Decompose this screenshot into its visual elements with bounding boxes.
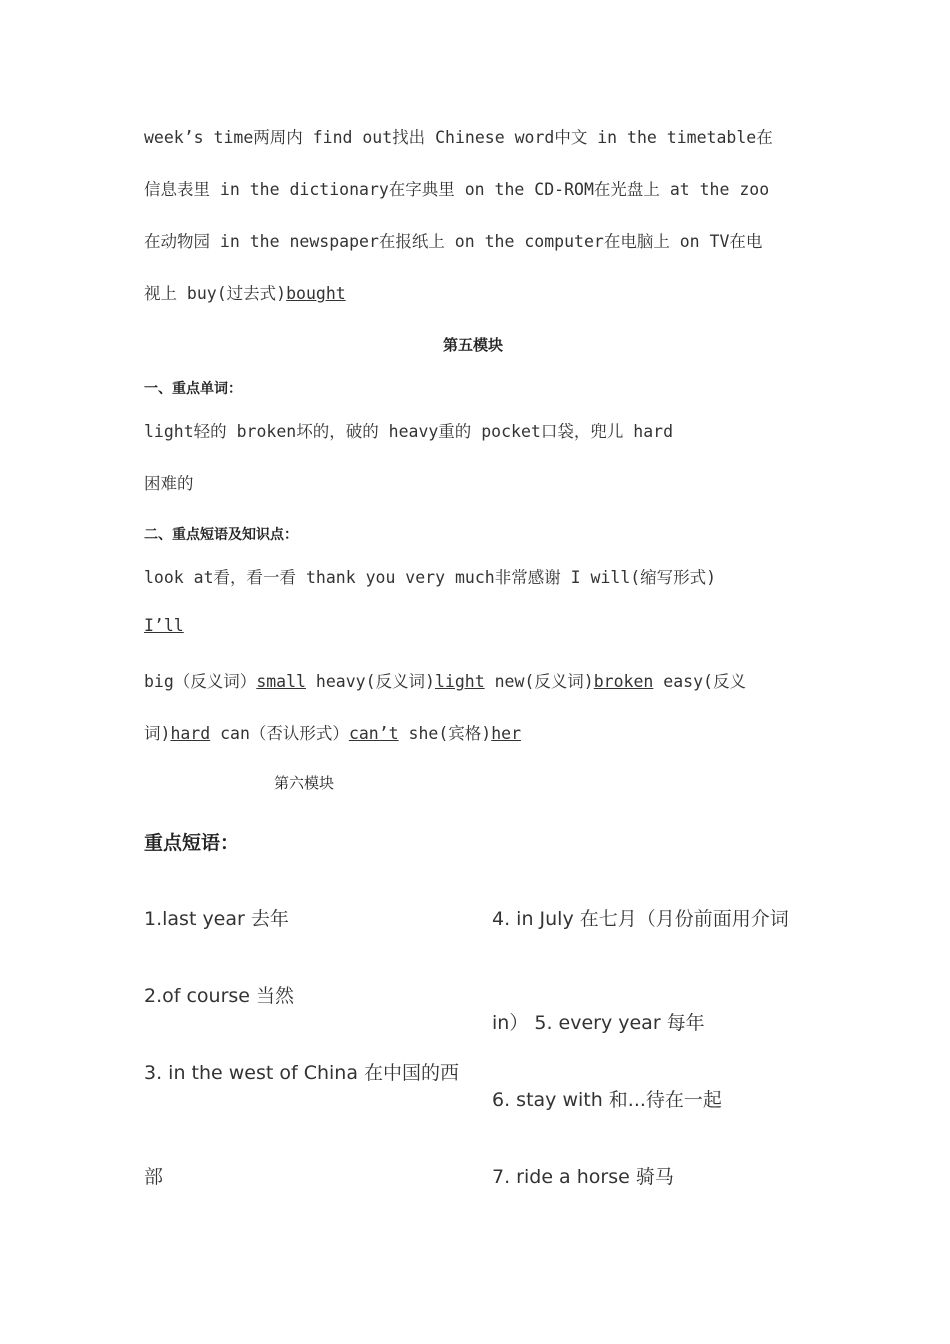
phrase-item: 1.last year 去年 [144, 908, 289, 930]
text-fragment: can（否认形式） [210, 724, 349, 743]
answer-text: I’ll [144, 616, 184, 635]
text-line [144, 668, 746, 692]
section-heading: 重点短语： [144, 832, 240, 854]
phrase-item: 4. in July 在七月（月份前面用介词 [492, 908, 789, 930]
answer-text: broken [593, 672, 654, 691]
text-line: 信息表里 in the dictionary在字典里 on the CD-ROM在光盘上 at the zoo [144, 180, 770, 199]
phrase-item: 7. ride a horse 骑马 [492, 1166, 674, 1188]
phrase-item: in） 5. every year 每年 [492, 1012, 705, 1034]
text-fragment: heavy(反义词) [305, 672, 435, 691]
section-heading: 二、重点短语及知识点： [144, 527, 298, 543]
phrase-item: 6. stay with 和...待在一起 [492, 1089, 722, 1111]
text-line [144, 280, 346, 304]
answer-text: hard [170, 724, 211, 743]
phrase-item: 2.of course 当然 [144, 985, 295, 1007]
text-fragment: new(反义词) [484, 672, 594, 691]
text-line: look at看，看一看 thank you very much非常感谢 I will(缩写形式) [144, 568, 717, 587]
text-fragment: 词) [144, 724, 171, 743]
text-fragment: she(宾格) [398, 724, 492, 743]
text-fragment: easy(反义 [653, 672, 746, 691]
section-heading: 一、重点单词： [144, 381, 242, 397]
answer-text: bought [286, 284, 346, 303]
text-fragment: big（反义词） [144, 672, 257, 691]
text-fragment: 视上 buy(过去式) [144, 284, 287, 303]
module-title: 第六模块 [274, 774, 335, 792]
answer-text: small [256, 672, 306, 691]
text-line [144, 720, 521, 744]
module-title: 第五模块 [443, 336, 504, 354]
text-line: light轻的 broken坏的，破的 heavy重的 pocket口袋，兜儿 hard [144, 422, 674, 441]
answer-text: light [434, 672, 485, 691]
text-line: 困难的 [144, 474, 194, 493]
phrase-item: 3. in the west of China 在中国的西 [144, 1062, 460, 1084]
answer-text: her [491, 724, 522, 743]
text-line: 在动物园 in the newspaper在报纸上 on the computer在电脑上 on TV在电 [144, 232, 763, 251]
answer-text: can’t [348, 724, 399, 743]
phrase-item: 部 [144, 1166, 164, 1188]
text-line: week’s time两周内 find out找出 Chinese word中文 in the timetable在 [144, 128, 773, 147]
